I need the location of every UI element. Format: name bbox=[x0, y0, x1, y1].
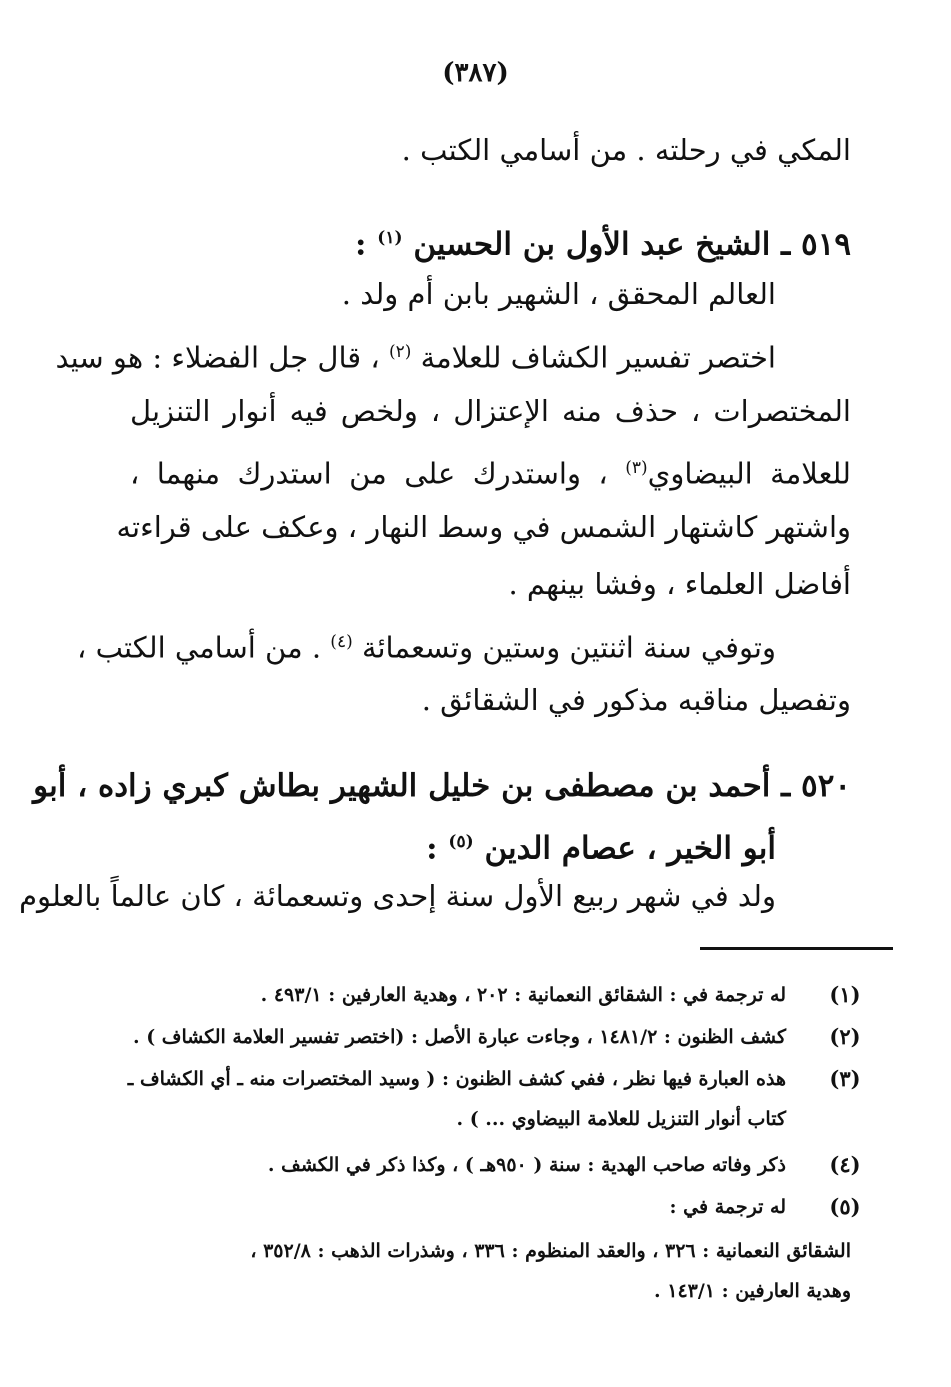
footnote-text: وهدية العارفين : ١٤٣/١ . bbox=[654, 1280, 851, 1302]
footnote-number: (٥) bbox=[829, 1194, 861, 1219]
footnote-number: (١) bbox=[829, 982, 861, 1007]
footnote-text: هذه العبارة فيها نظر ، ففي كشف الظنون : ( وسيد المختصرات منه ـ أي الكشاف ـ bbox=[127, 1068, 786, 1090]
text-line: المختصرات ، حذف منه الإعتزال ، ولخص فيه أنوار التنزيل bbox=[130, 394, 851, 428]
footnote-ref: (٢) bbox=[388, 342, 412, 362]
text-span: . من أسامي الكتب ، bbox=[76, 630, 322, 665]
entry-519-heading bbox=[130, 216, 851, 266]
colon: : bbox=[426, 830, 438, 867]
entry-title: ٥١٩ ـ الشيخ عبد الأول بن الحسين bbox=[413, 226, 851, 263]
page-number: (٣٨٧) bbox=[442, 58, 509, 88]
entry-title: أبو الخير ، عصام الدين bbox=[484, 830, 776, 867]
text-line: واشتهر كاشتهار الشمس في وسط النهار ، وعكف على قراءته bbox=[116, 510, 851, 544]
colon: : bbox=[355, 226, 367, 263]
footnote-text: له ترجمة في : bbox=[669, 1196, 786, 1218]
text-span: ، قال جل الفضلاء : هو سيد bbox=[55, 340, 380, 375]
footnote-text: له ترجمة في : الشقائق النعمانية : ٢٠٢ ، وهدية العارفين : ٤٩٣/١ . bbox=[260, 984, 786, 1006]
entry-520-heading-cont bbox=[130, 820, 776, 870]
footnote-separator bbox=[700, 947, 893, 950]
footnote-number: (٤) bbox=[829, 1152, 861, 1177]
text-span: للعلامة البيضاوي bbox=[647, 456, 851, 491]
text-span: اختصر تفسير الكشاف للعلامة bbox=[420, 340, 776, 375]
text-line: وتفصيل مناقبه مذكور في الشقائق . bbox=[421, 683, 851, 717]
text-line: المكي في رحلته . من أسامي الكتب . bbox=[401, 133, 851, 167]
footnote-ref: (٣) bbox=[625, 458, 648, 478]
text-line bbox=[55, 330, 776, 380]
footnote-ref: (١) bbox=[377, 228, 403, 248]
footnote-text: كتاب أنوار التنزيل للعلامة البيضاوي ... ) . bbox=[456, 1108, 786, 1130]
footnote-ref: (٤) bbox=[330, 632, 353, 652]
text-line bbox=[76, 620, 776, 670]
footnote-text: كشف الظنون : ١٤٨١/٢ ، وجاءت عبارة الأصل : (اختصر تفسير العلامة الكشاف ) . bbox=[132, 1026, 786, 1048]
text-line: أفاضل العلماء ، وفشا بينهم . bbox=[508, 567, 851, 601]
text-line: العالم المحقق ، الشهير بابن أم ولد . bbox=[341, 277, 776, 311]
footnote-number: (٣) bbox=[829, 1066, 861, 1091]
footnote-text: الشقائق النعمانية : ٣٢٦ ، والعقد المنظوم : ٣٣٦ ، وشذرات الذهب : ٣٥٢/٨ ، bbox=[250, 1240, 851, 1262]
footnote-number: (٢) bbox=[829, 1024, 861, 1049]
text-line bbox=[130, 446, 851, 496]
text-line: ولد في شهر ربيع الأول سنة إحدى وتسعمائة ، كان عالماً بالعلوم bbox=[19, 879, 776, 913]
entry-520-heading: ٥٢٠ ـ أحمد بن مصطفى بن خليل الشهير بطاش كبري زاده ، أبو bbox=[33, 768, 851, 804]
text-span: ، واستدرك على من استدرك منهما ، bbox=[130, 456, 608, 491]
text-span: وتوفي سنة اثنتين وستين وتسعمائة bbox=[361, 630, 776, 665]
footnote-ref: (٥) bbox=[448, 832, 474, 852]
footnote-text: ذكر وفاته صاحب الهدية : سنة ( ٩٥٠هـ ) ، وكذا ذكر في الكشف . bbox=[267, 1154, 786, 1176]
